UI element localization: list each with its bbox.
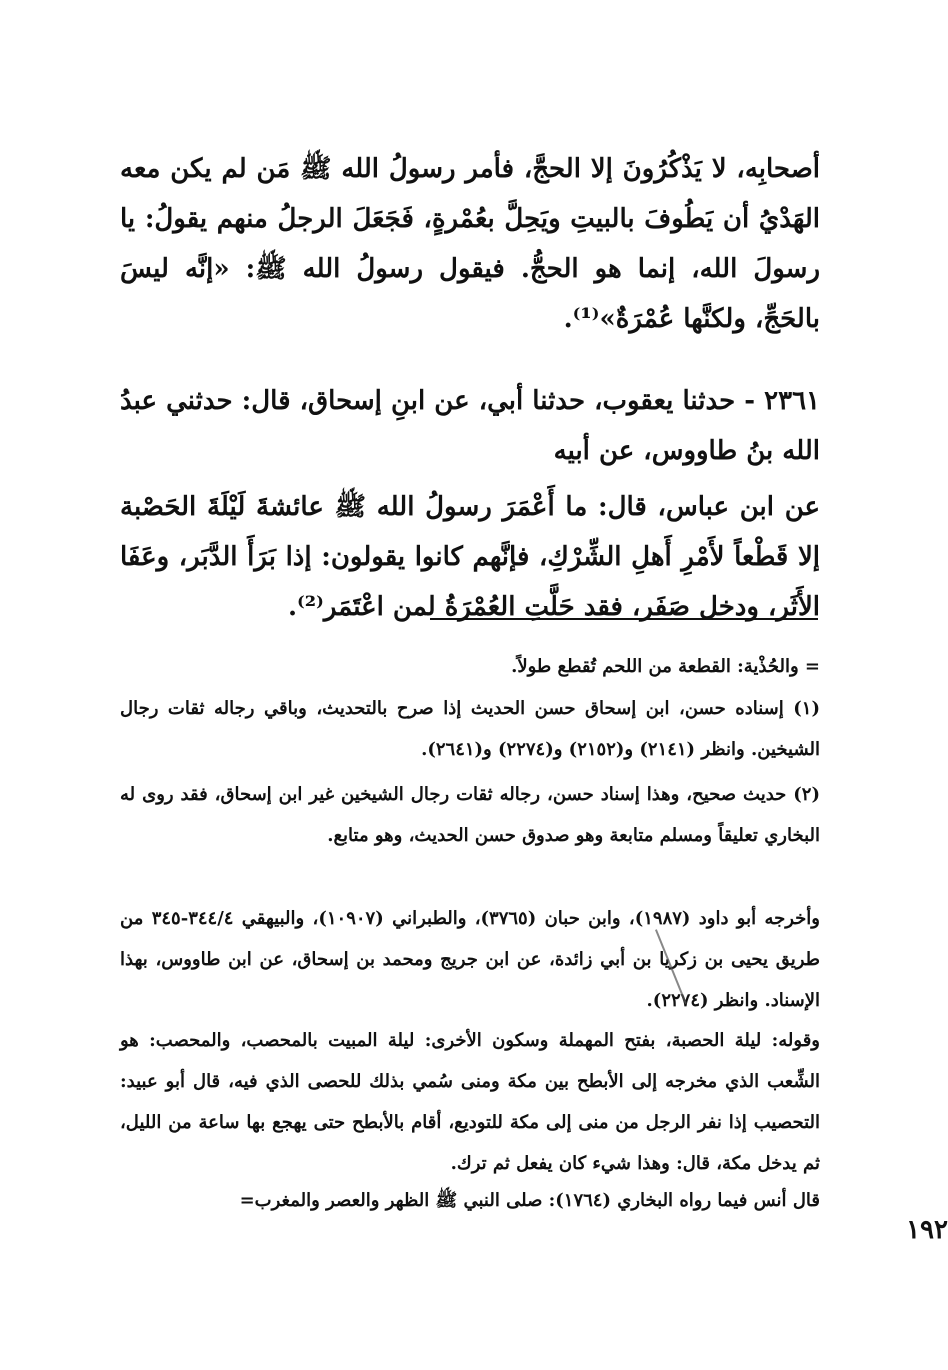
footnote-separator <box>430 618 818 620</box>
footnote-2-anas-note: قال أنس فيما رواه البخاري (١٧٦٤): صلى النبي ﷺ الظهر والعصر والمغرب= <box>239 1190 820 1211</box>
footnote-2-takhrij: وأخرجه أبو داود (١٩٨٧)، وابن حبان (٣٧٦٥)، والطبراني (١٠٩٠٧)، والبيهقي ٣٤٤/٤-٣٤٥ من طريق يحيى بن زكريا بن أبي زائدة، عن ابن جريج ومحمد بن إسحاق، عن ابن طاووس، بهذا الإسناد. وانظر (٢٢٧٤). <box>120 908 820 1011</box>
footnote-2: (٢) حديث صحيح، وهذا إسناد حسن، رجاله ثقات رجال الشيخين غير ابن إسحاق، فقد روى له البخاري تعليقاً ومسلم متابعة وهو صدوق حسن الحديث، وهو متابع. <box>120 784 820 846</box>
page-number: ١٩٢ <box>906 1215 948 1245</box>
footnote-1: (١) إسناده حسن، ابن إسحاق حسن الحديث إذا صرح بالتحديث، وباقي رجاله ثقات رجال الشيخين. وانظر (٢١٤١) و(٢١٥٢) و(٢٢٧٤) و(٢٦٤١). <box>120 698 820 760</box>
footnote-2-explanation: وقوله: ليلة الحصبة، بفتح المهملة وسكون الأخرى: ليلة المبيت بالمحصب، والمحصب: هو الشِّعب الذي مخرجه إلى الأبطح بين مكة ومنى سُمي بذلك للحصى الذي فيه، قال أبو عبيد: التحصيب إذا نفر الرجل من منى إلى مكة للتوديع، أقام بالأبطح حتى يهجع بها ساعة من الليل، ثم يدخل مكة، قال: وهذا شيء كان يفعل ثم ترك. <box>120 1030 820 1174</box>
footnote-continuation: = والحُذْية: القطعة من اللحم تُقطع طولاً. <box>511 656 820 677</box>
hadith-2361-isnad: ٢٣٦١ - حدثنا يعقوب، حدثنا أبي، عن ابنِ إسحاق، قال: حدثني عبدُ الله بنُ طاووس، عن أبيه <box>120 386 820 466</box>
hadith-text-continuation: أصحابِه، لا يَذْكُرُونَ إلا الحجَّ، فأمر رسولُ الله ﷺ مَن لم يكن معه الهَدْيُ أن يَطُوفَ بالبيتِ ويَحِلَّ بعُمْرةٍ، فَجَعَلَ الرجلُ منهم يقولُ: يا رسولَ الله، إنما هو الحجُّ. فيقول رسولُ الله ﷺ: «إنَّه ليسَ بالحَجِّ، ولكنَّها عُمْرَةٌ»⁽¹⁾. <box>120 154 820 334</box>
hadith-2361-matn: عن ابن عباس، قال: ما أَعْمَرَ رسولُ الله ﷺ عائشةَ لَيْلَةَ الحَصْبة إلا قَطْعاً لأَمْرِ أَهلِ الشِّرْكِ، فإنَّهم كانوا يقولون: إذا بَرَأَ الدَّبَر، وعَفَا الأَثَر، ودخل صَفَر، فقد حَلَّتِ العُمْرَةُ لمن اعْتَمَر⁽²⁾. <box>120 492 820 622</box>
